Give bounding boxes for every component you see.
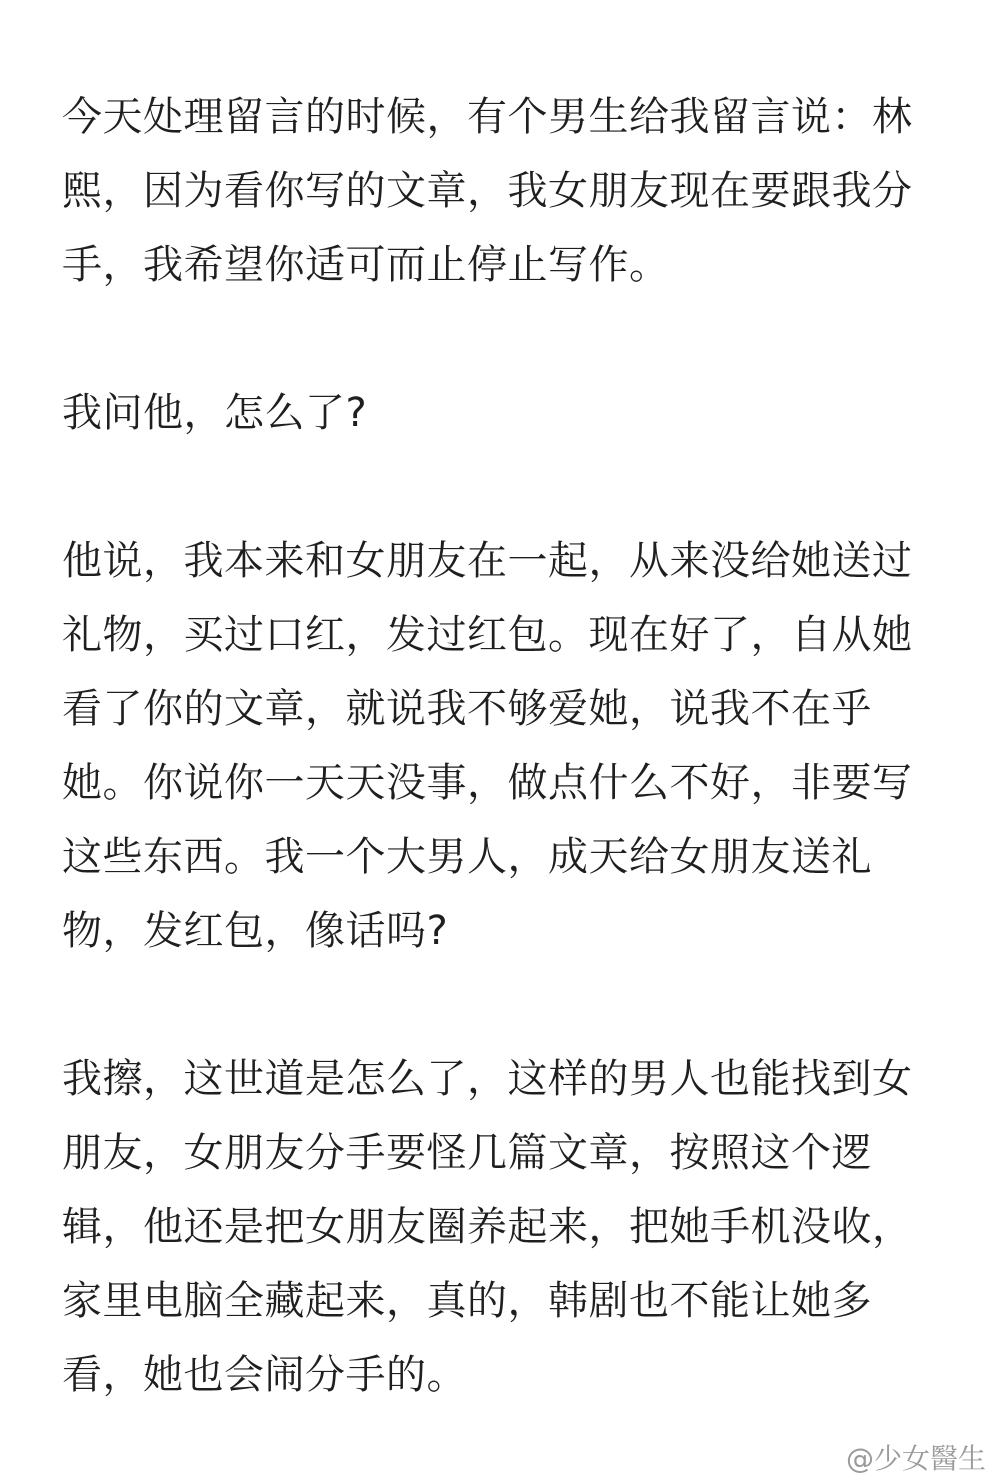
text-line: 看，她也会闹分手的。 xyxy=(62,1352,467,1398)
paragraph-2 xyxy=(62,376,942,450)
text-line: 他说，我本来和女朋友在一起，从来没给她送过 xyxy=(62,538,913,584)
text-line: 辑，他还是把女朋友圈养起来，把她手机没收， xyxy=(62,1204,913,1250)
text-line: 今天处理留言的时候，有个男生给我留言说：林 xyxy=(62,94,913,140)
text-line: 她。你说你一天天没事，做点什么不好，非要写 xyxy=(62,760,913,806)
watermark: @少女醫生 xyxy=(845,1442,986,1475)
paragraph-3 xyxy=(62,524,942,968)
text-line: 手，我希望你适可而止停止写作。 xyxy=(62,242,670,288)
text-line: 物，发红包，像话吗? xyxy=(62,908,449,954)
paragraph-gap xyxy=(62,302,942,376)
paragraph-1 xyxy=(62,80,942,302)
paragraph-4 xyxy=(62,1042,942,1412)
article-body xyxy=(62,80,942,1412)
text-line: 我擦，这世道是怎么了，这样的男人也能找到女 xyxy=(62,1056,913,1102)
text-line: 家里电脑全藏起来，真的，韩剧也不能让她多 xyxy=(62,1278,872,1324)
text-line: 朋友，女朋友分手要怪几篇文章，按照这个逻 xyxy=(62,1130,872,1176)
text-line: 看了你的文章，就说我不够爱她，说我不在乎 xyxy=(62,686,872,732)
text-line: 礼物，买过口红，发过红包。现在好了，自从她 xyxy=(62,612,913,658)
text-line: 我问他，怎么了? xyxy=(62,390,368,436)
paragraph-gap xyxy=(62,450,942,524)
text-line: 熙，因为看你写的文章，我女朋友现在要跟我分 xyxy=(62,168,913,214)
paragraph-gap xyxy=(62,968,942,1042)
text-line: 这些东西。我一个大男人，成天给女朋友送礼 xyxy=(62,834,872,880)
